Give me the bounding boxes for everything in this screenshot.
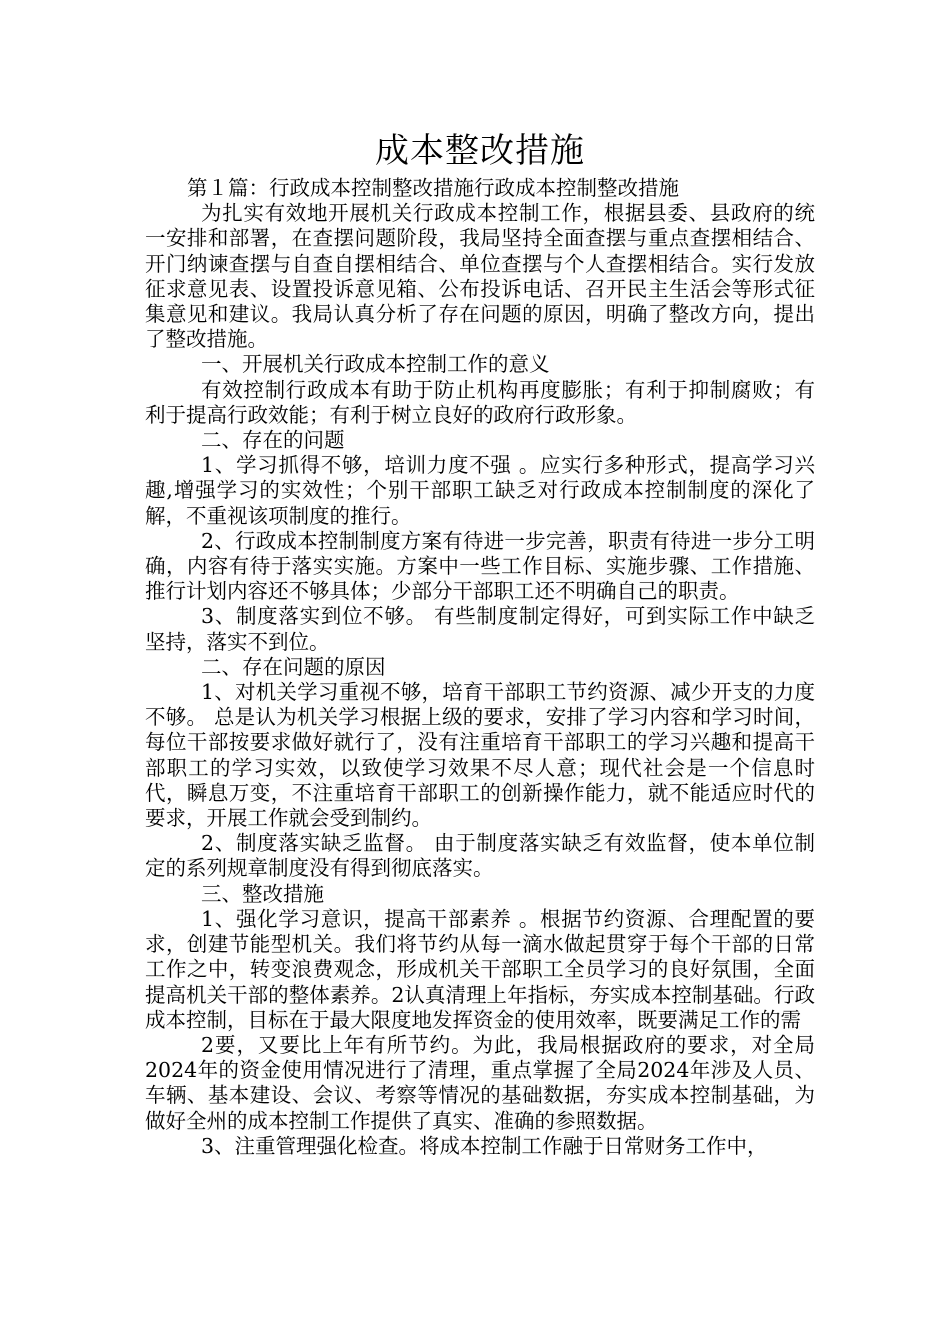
document-title: 成本整改措施: [375, 131, 585, 171]
paragraph-intro: 为扎实有效地开展机关行政成本控制工作，根据县委、县政府的统一安排和部署，在查摆问题阶段，我局坚持全面查摆与重点查摆相结合、开门纳谏查摆与自查自摆相结合、单位查摆与个人查摆相结合。实行发放征求意见表、设置投诉意见箱、公布投诉电话、召开民主生活会等形式征集意见和建议。我局认真分析了存在问题的原因，明确了整改方向，提出了整改措施。: [145, 201, 815, 352]
section-heading-significance: 一、开展机关行政成本控制工作的意义: [201, 352, 550, 377]
paragraph-cause-1: 1、对机关学习重视不够，培育干部职工节约资源、减少开支的力度不够。 总是认为机关学习根据上级的要求，安排了学习内容和学习时间，每位干部按要求做好就行了，没有注重培育干部职工的学习兴趣和提高干部职工的学习实效，以致使学习效果不尽人意；现代社会是一个信息时代，瞬息万变，不注重培育干部职工的创新操作能力，就不能适应时代的要求，开展工作就会受到制约。: [145, 680, 815, 831]
paragraph-problem-3: 3、制度落实到位不够。 有些制度制定得好，可到实际工作中缺乏坚持，落实不到位。: [145, 604, 815, 654]
paragraph-problem-2: 2、行政成本控制制度方案有待进一步完善，职责有待进一步分工明确，内容有待于落实实施。方案中一些工作目标、实施步骤、工作措施、推行计划内容还不够具体；少部分干部职工还不明确自己的职责。: [145, 528, 815, 604]
section-heading-causes: 二、存在问题的原因: [201, 654, 386, 679]
paragraph-measure-2: 2要，又要比上年有所节约。为此，我局根据政府的要求，对全局2024年的资金使用情况进行了清理，重点掌握了全局2024年涉及人员、车辆、基本建设、会议、考察等情况的基础数据，夯实成本控制基础，为做好全州的成本控制工作提供了真实、准确的参照数据。: [145, 1032, 815, 1133]
paragraph-measure-3: 3、注重管理强化检查。将成本控制工作融于日常财务工作中，: [201, 1133, 768, 1158]
paragraph-problem-1: 1、学习抓得不够，培训力度不强 。应实行多种形式，提高学习兴趣,增强学习的实效性；个别干部职工缺乏对行政成本控制制度的深化了解，不重视该项制度的推行。: [145, 453, 815, 528]
paragraph-significance: 有效控制行政成本有助于防止机构再度膨胀；有利于抑制腐败；有利于提高行政效能；有利于树立良好的政府行政形象。: [145, 377, 815, 427]
section-heading-problems: 二、存在的问题: [201, 428, 345, 453]
paragraph-cause-2: 2、制度落实缺乏监督。 由于制度落实缺乏有效监督，使本单位制定的系列规章制度没有得到彻底落实。: [145, 831, 815, 881]
section-heading-measures: 三、整改措施: [201, 881, 324, 906]
document-page: [145, 128, 815, 1159]
paragraph-measure-1: 1、强化学习意识，提高干部素养 。根据节约资源、合理配置的要求，创建节能型机关。我们将节约从每一滴水做起贯穿于每个干部的日常工作之中，转变浪费观念，形成机关干部职工全员学习的良好氛围，全面提高机关干部的整体素养。2认真清理上年指标，夯实成本控制基础。行政成本控制，目标在于最大限度地发挥资金的使用效率，既要满足工作的需: [145, 906, 815, 1032]
document-subtitle: 第１篇：行政成本控制整改措施行政成本控制整改措施: [187, 176, 679, 200]
